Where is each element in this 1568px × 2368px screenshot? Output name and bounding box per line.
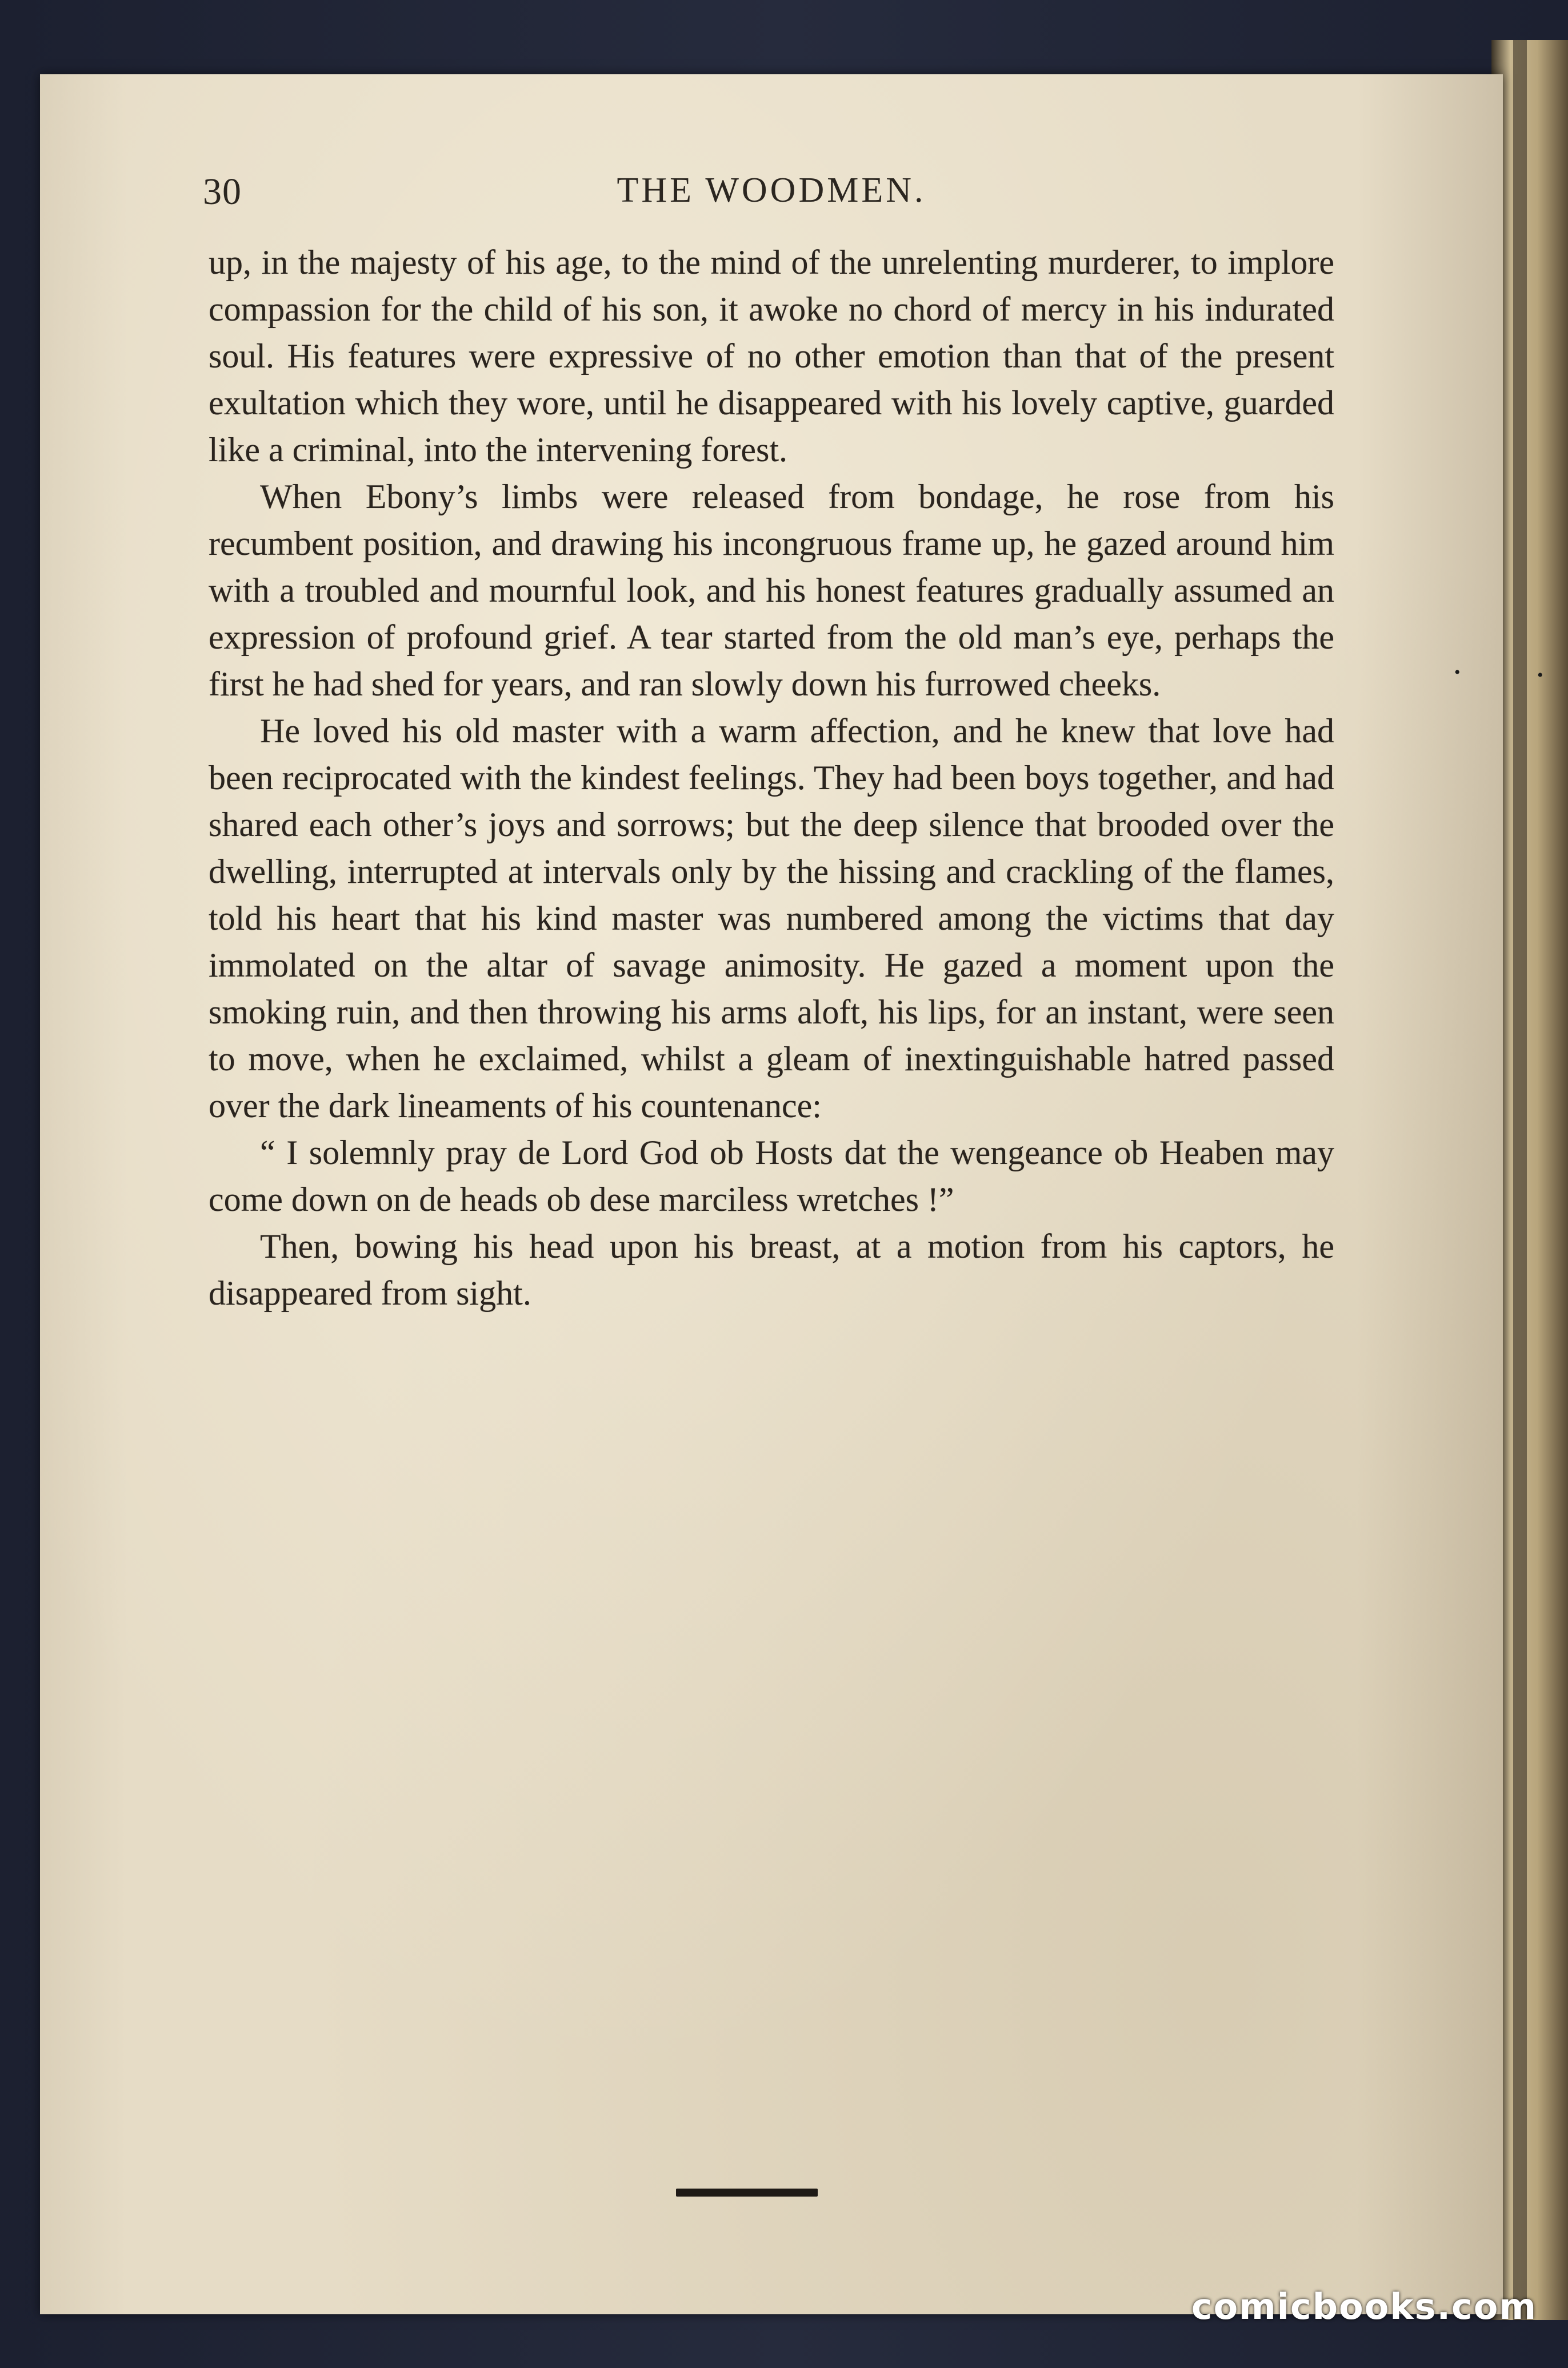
watermark-logo: comicbooks.com: [1191, 2286, 1537, 2327]
running-title: THE WOODMEN.: [617, 171, 926, 210]
paragraph-1: up, in the majesty of his age, to the mind of the unrelenting murderer, to implore compassion for the child of his son, it awoke no chord of mercy in his indurated soul. His features were expressive of no other emotion than that of the present exultation which they wore, until he disappeared with his lovely captive, guarded like a criminal, into the intervening forest.: [209, 243, 1334, 469]
book-page-edge: [1491, 40, 1568, 2320]
paragraph-5: Then, bowing his head upon his breast, at a motion from his captors, he disappeared from sight.: [209, 1227, 1334, 1312]
page-number: 30: [203, 171, 242, 213]
body-text: [209, 239, 1334, 1317]
paragraph-4-quotation: “ I solemnly pray de Lord God ob Hosts dat the wengeance ob Heaben may come down on de heads ob dese marciless wretches !”: [209, 1134, 1334, 1218]
paragraph-3: He loved his old master with a warm affection, and he knew that love had been reciprocated with the kindest feelings. They had been boys together, and had shared each other’s joys and sorrows; but the deep silence that brooded over the dwelling, interrupted at intervals only by the hissing and crackling of the flames, told his heart that his kind master was numbered among the victims that day immolated on the altar of savage animosity. He gazed a moment upon the smoking ruin, and then throwing his arms aloft, his lips, for an instant, were seen to move, when he exclaimed, whilst a gleam of inextinguishable hatred passed over the dark lineaments of his countenance:: [209, 712, 1334, 1125]
ink-speck: •: [1537, 666, 1543, 685]
book-page: [40, 74, 1503, 2314]
ink-speck: •: [1454, 663, 1461, 682]
paragraph-2: When Ebony’s limbs were released from bondage, he rose from his recumbent position, and drawing his incongruous frame up, he gazed around him with a troubled and mournful look, and his honest features gradually assumed an expression of profound grief. A tear started from the old man’s eye, perhaps the first he had shed for years, and ran slowly down his furrowed cheeks.: [209, 478, 1334, 703]
chapter-end-rule: [676, 2189, 818, 2197]
book-gutter-shadow: [1513, 40, 1527, 2320]
